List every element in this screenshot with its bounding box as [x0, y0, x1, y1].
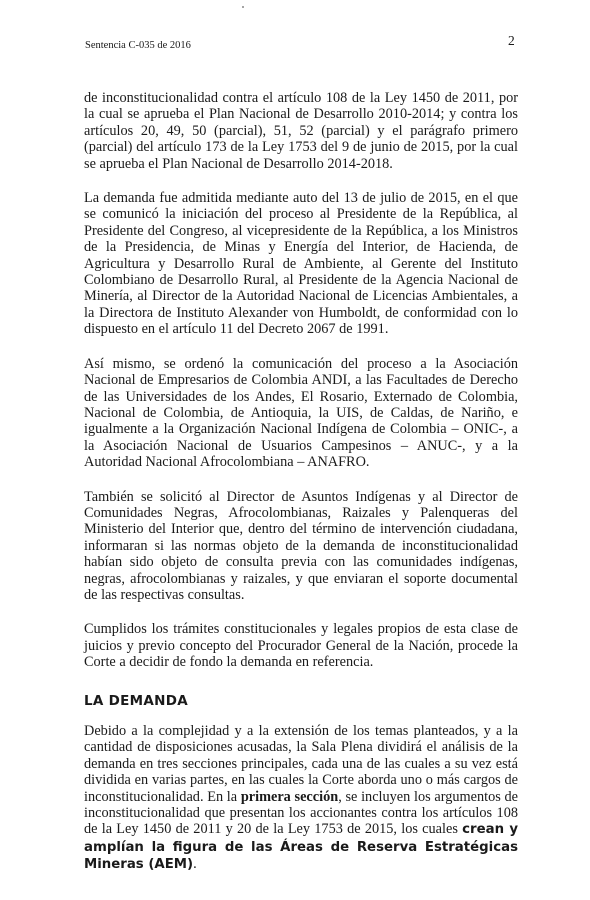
paragraph-procedure: Cumplidos los trámites constitucionales y legales propios de esta clase de juicios y previo concepto del Procurador General de la Nación, procede la Corte a decidir de fondo la demanda en referencia.: [84, 621, 518, 671]
paragraph-communication: Así mismo, se ordenó la comunicación del proceso a la Asociación Nacional de Empresarios de Colombia ANDI, a las Facultades de Derecho de las Universidades de los Andes, El Rosario, Externado de Colombia, Nacional de Colombia, de Antioquia, la UIS, de Caldas, de Nariño, e igualmente a la Organización Nacional Indígena de Colombia – ONIC-, a la Asociación Nacional de Usuarios Campesinos – ANUC-, y a la Autoridad Nacional Afrocolombiana – ANAFRO.: [84, 355, 518, 471]
document-header-title: Sentencia C-035 de 2016: [85, 40, 191, 51]
page-number: 2: [508, 33, 515, 48]
section-heading: LA DEMANDA: [84, 692, 189, 709]
paragraph-demand-intro: [84, 723, 518, 874]
demand-intro-text: Debido a la complejidad y a la extensión de los temas planteados, y a la cantidad de disposiciones acusadas, la Sala Plena dividirá el análisis de la demanda en tres secciones principales, cada una de las cuales a su vez está dividida en varias partes, en las cuales la Corte aborda uno o más cargos de inconstitucionalidad.: [84, 723, 518, 805]
paragraph-request: También se solicitó al Director de Asuntos Indígenas y al Director de Comunidades Negras, Afrocolombianas, Raizales y Palenqueras del Ministerio del Interior que, dentro del término de intervención ciudadana, informaran si las normas objeto de la demanda de inconstitucionalidad habían sido objeto de consulta previa con las comunidades indígenas, negras, afrocolombianas y raizales, y que enviaran el soporte documental de las respectivas consultas.: [84, 488, 518, 603]
demand-first-section-start: En la: [207, 788, 241, 805]
paragraph-admission: La demanda fue admitida mediante auto del 13 de julio de 2015, en el que se comunicó la iniciación del proceso al Presidente de la República, al Presidente del Congreso, al vicepresidente de la República, a los Ministros de la Presidencia, de Minas y Energía del Interior, de Hacienda, de Agricultura y Desarrollo Rural de Ambiente, al Gerente del Instituto Colombiano de Desarrollo Rural, al Presidente de la Agencia Nacional de Minería, al Director de la Autoridad Nacional de Licencias Ambientales, a la Directora de Instituto Alexander von Humboldt, de conformidad con lo dispuesto en el artículo 11 del Decreto 2067 de 1991.: [84, 190, 518, 338]
document-body: [84, 90, 518, 874]
demand-first-section-end: .: [193, 856, 197, 873]
first-section-label: primera sección: [240, 788, 339, 805]
scan-speck: [242, 6, 244, 8]
paragraph-continuation: de inconstitucionalidad contra el artículo 108 de la Ley 1450 de 2011, por la cual se aprueba el Plan Nacional de Desarrollo 2010-2014; y contra los artículos 20, 49, 50 (parcial), 51, 52 (parcial) y el parágrafo primero (parcial) del artículo 173 de la Ley 1753 del 9 de junio de 2015, por la cual se aprueba el Plan Nacional de Desarrollo 2014-2018.: [84, 90, 518, 172]
aem-emphasis: crean y amplían la figura de las Áreas de Reserva Estratégicas Mineras (AEM): [84, 822, 518, 873]
demand-first-section-mid: , se incluyen los argumentos de inconstitucionalidad que presentan los accionantes contra los artículos 108 de la Ley 1450 de 2011 y 20 de la Ley 1753 de 2015, los cuales: [84, 788, 519, 838]
